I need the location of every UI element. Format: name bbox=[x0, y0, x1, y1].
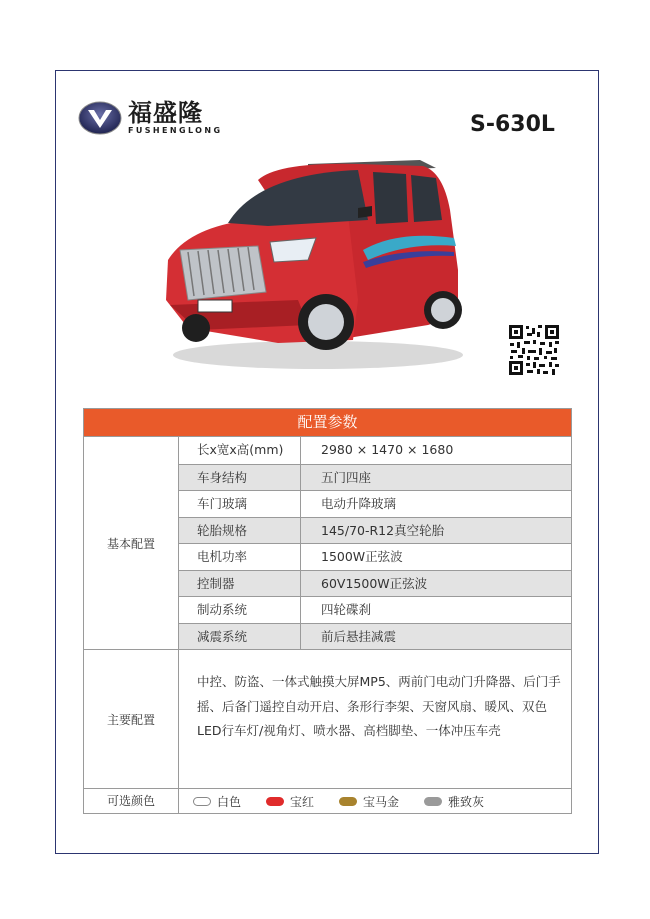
color-swatch-red bbox=[266, 797, 284, 806]
color-swatch-gold bbox=[339, 797, 357, 806]
spec-key: 控制器 bbox=[179, 571, 301, 597]
spec-value: 电动升降玻璃 bbox=[321, 496, 397, 511]
main-config-label: 主要配置 bbox=[84, 650, 179, 788]
spec-key: 车身结构 bbox=[179, 465, 301, 491]
table-row bbox=[179, 543, 571, 570]
table-row bbox=[179, 517, 571, 544]
table-row bbox=[179, 437, 571, 464]
color-option bbox=[266, 793, 314, 810]
color-option bbox=[424, 793, 484, 810]
brand-name-cn: 福盛隆 bbox=[128, 99, 203, 127]
spec-value: 60V1500W正弦波 bbox=[321, 575, 428, 591]
spec-value: 四轮碟刹 bbox=[321, 602, 372, 617]
spec-value: 前后悬挂减震 bbox=[321, 628, 397, 644]
main-config-text: 中控、防盗、一体式触摸大屏MP5、两前门电动门升降器、后门手摇、后备门遥控自动开启、条形行李架、天窗风扇、暖风、双色LED行车灯/视角灯、喷水器、高档脚垫、一体冲压车壳 bbox=[197, 674, 561, 738]
spec-key: 轮胎规格 bbox=[179, 518, 301, 544]
color-options-row bbox=[84, 788, 571, 813]
color-options bbox=[179, 789, 571, 813]
color-option bbox=[339, 793, 399, 810]
color-swatch-gray bbox=[424, 797, 442, 806]
brand-emblem-icon bbox=[78, 101, 122, 135]
spec-value: 五门四座 bbox=[321, 469, 372, 485]
color-swatch-white bbox=[193, 797, 211, 806]
spec-key: 制动系统 bbox=[179, 597, 301, 623]
table-row bbox=[179, 596, 571, 623]
table-row bbox=[179, 570, 571, 597]
main-config-group bbox=[84, 649, 571, 788]
color-name: 雅致灰 bbox=[448, 794, 485, 809]
brand-name-en: FUSHENGLONG bbox=[128, 126, 223, 135]
color-option bbox=[193, 793, 241, 810]
qr-code-icon bbox=[508, 324, 560, 376]
basic-config-label: 基本配置 bbox=[84, 437, 179, 649]
basic-config-group bbox=[84, 436, 571, 649]
table-row bbox=[179, 490, 571, 517]
spec-key: 电机功率 bbox=[179, 544, 301, 570]
spec-table bbox=[83, 408, 572, 814]
color-name: 白色 bbox=[217, 794, 242, 809]
spec-key: 长x宽x高(mm) bbox=[179, 437, 301, 464]
spec-value: 145/70-R12真空轮胎 bbox=[321, 522, 445, 538]
color-name: 宝红 bbox=[290, 794, 315, 809]
color-name: 宝马金 bbox=[363, 794, 400, 809]
table-row bbox=[179, 623, 571, 650]
color-options-label: 可选颜色 bbox=[84, 789, 179, 813]
spec-value: 1500W正弦波 bbox=[321, 549, 403, 564]
model-name: S-630L bbox=[470, 112, 555, 137]
spec-table-title: 配置参数 bbox=[84, 409, 571, 436]
car-image bbox=[158, 150, 468, 372]
brand-logo bbox=[78, 100, 222, 136]
table-row bbox=[179, 464, 571, 491]
spec-key: 车门玻璃 bbox=[179, 491, 301, 517]
spec-value: 2980 × 1470 × 1680 bbox=[321, 442, 454, 457]
spec-key: 减震系统 bbox=[179, 624, 301, 650]
